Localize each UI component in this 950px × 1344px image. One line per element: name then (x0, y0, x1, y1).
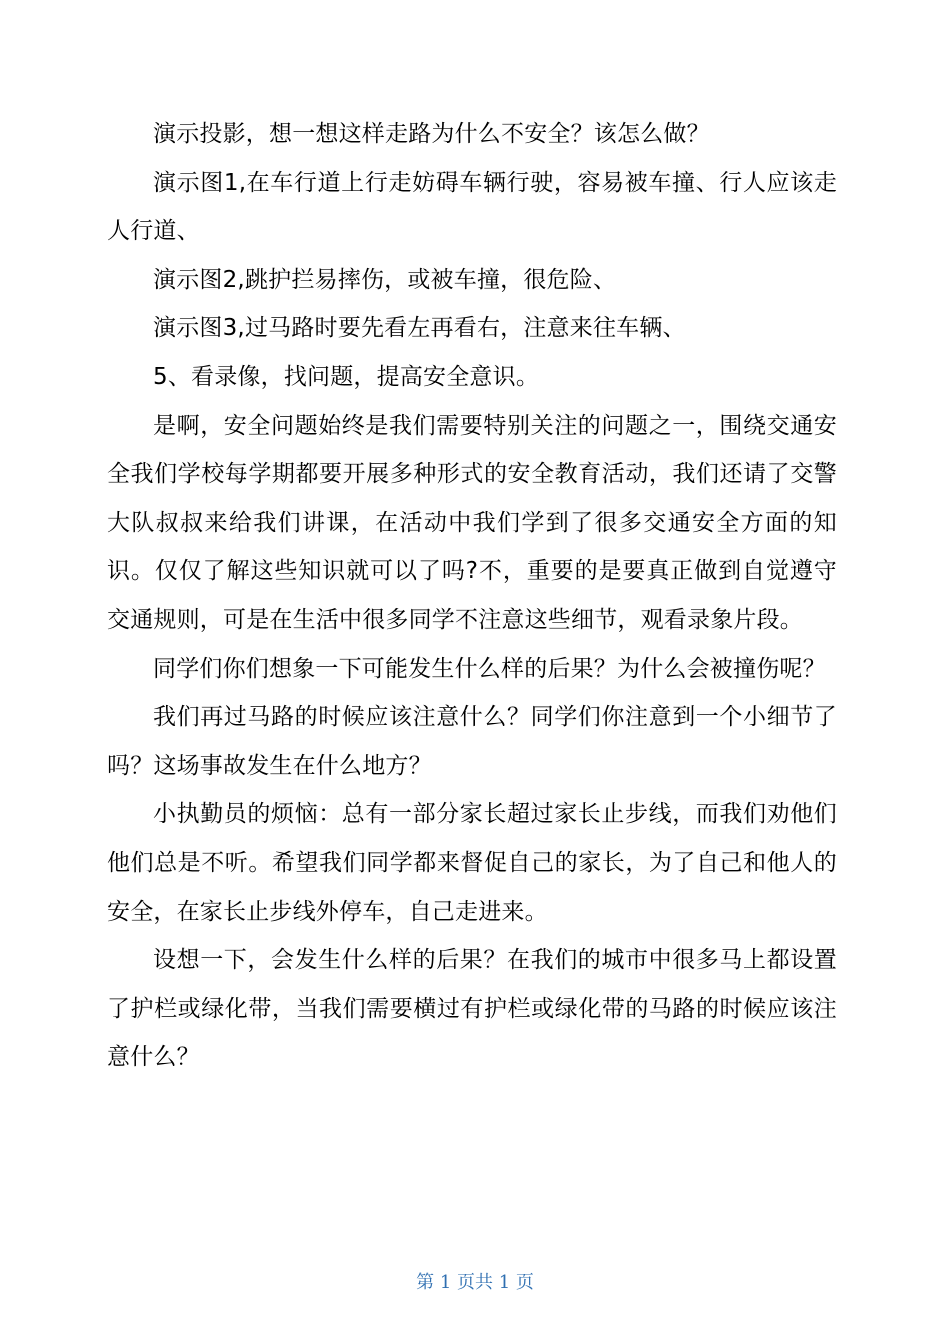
paragraph: 演示图2,跳护拦易摔伤，或被车撞，很危险、 (153, 266, 617, 293)
document-body (107, 110, 837, 1082)
paragraph: 小执勤员的烦恼：总有一部分家长超过家长止步线，而我们劝他们他们总是不听。希望我们同学都来督促自己的家长，为了自己和他人的安全，在家长止步线外停车，自己走进来。 (107, 801, 837, 925)
paragraph: 演示图1,在车行道上行走妨碍车辆行驶，容易被车撞、行人应该走人行道、 (107, 169, 837, 245)
paragraph: 5、看录像，找问题，提高安全意识。 (153, 363, 540, 390)
paragraph: 演示投影，想一想这样走路为什么不安全？该怎么做？ (153, 121, 710, 147)
page-footer: 第 1 页共 1 页 (416, 1272, 534, 1293)
paragraph: 设想一下，会发生什么样的后果？在我们的城市中很多马上都设置了护栏或绿化带，当我们需要横过有护栏或绿化带的马路的时候应该注意什么？ (107, 947, 837, 1071)
paragraph: 同学们你们想象一下可能发生什么样的后果？为什么会被撞伤呢？ (153, 655, 826, 682)
paragraph: 是啊，安全问题始终是我们需要特别关注的问题之一，围绕交通安全我们学校每学期都要开展多种形式的安全教育活动，我们还请了交警大队叔叔来给我们讲课，在活动中我们学到了很多交通安全方面的知识。仅仅了解这些知识就可以了吗?不，重要的是要真正做到自觉遵守交通规则，可是在生活中很多同学不注意这些细节，观看录象片段。 (107, 412, 837, 633)
paragraph: 我们再过马路的时候应该注意什么？同学们你注意到一个小细节了吗？这场事故发生在什么地方？ (107, 704, 837, 779)
paragraph: 演示图3,过马路时要先看左再看右，注意来往车辆、 (153, 315, 686, 342)
